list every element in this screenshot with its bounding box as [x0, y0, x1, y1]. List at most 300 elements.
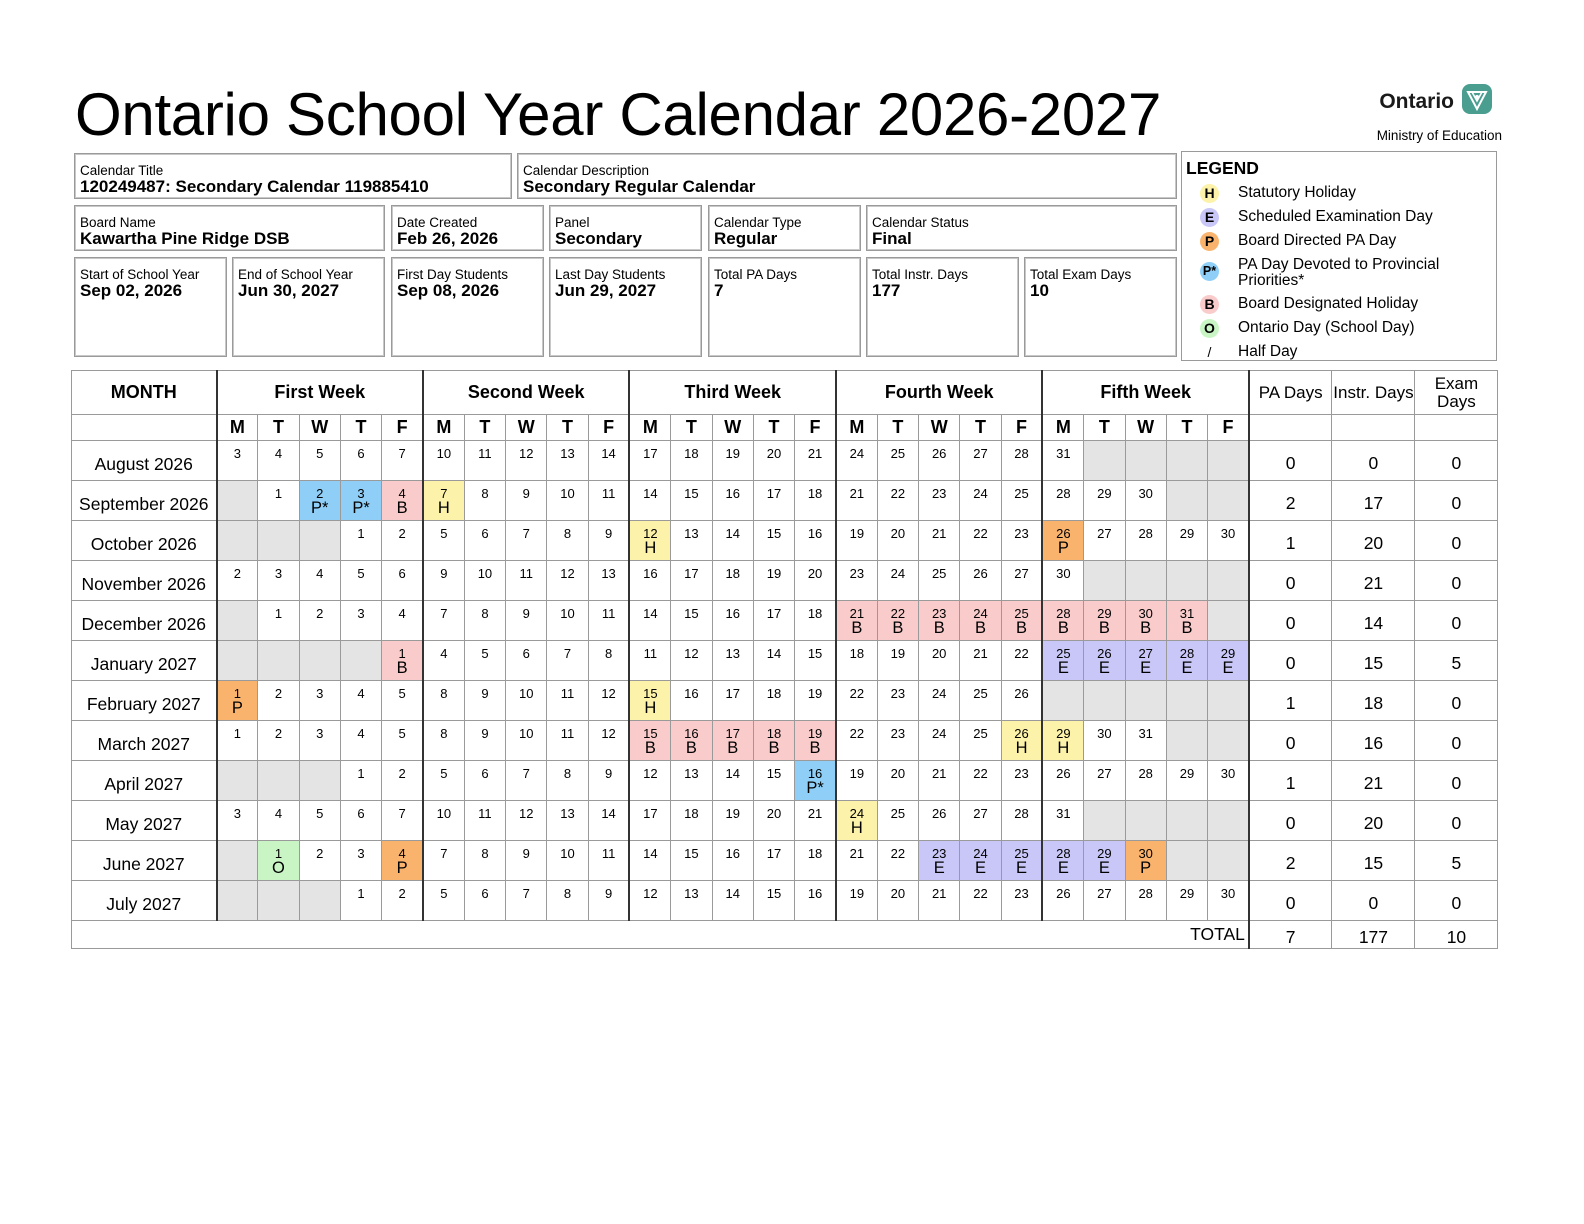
- day-number: 10: [560, 846, 575, 861]
- day-cell: [877, 721, 918, 761]
- day-cell: [919, 521, 960, 561]
- day-cell: [671, 721, 712, 761]
- day-cell: [629, 441, 670, 481]
- legend-label: Board Designated Holiday: [1238, 295, 1419, 312]
- day-cell: [217, 561, 258, 601]
- day-number: 16: [684, 686, 699, 701]
- day-number: 31: [1179, 606, 1195, 621]
- day-number: 14: [601, 446, 616, 461]
- day-number: 26: [931, 446, 947, 461]
- start-year-box: [74, 257, 227, 357]
- day-cell: [960, 841, 1001, 881]
- empty-day-cell: [1208, 561, 1249, 601]
- total-pa-box: [708, 257, 861, 357]
- day-number: 15: [766, 886, 782, 901]
- day-cell: [217, 681, 258, 721]
- day-cell: [671, 641, 712, 681]
- day-cell: [506, 801, 547, 841]
- day-number: 23: [890, 726, 906, 741]
- day-cell: [712, 441, 753, 481]
- day-cell: [919, 441, 960, 481]
- day-number: 29: [1179, 886, 1195, 901]
- field-label: First Day Students: [397, 267, 509, 282]
- day-cell: [382, 601, 423, 641]
- exam-days-value: 0: [1415, 681, 1498, 721]
- day-number: 2: [233, 566, 242, 581]
- empty-day-cell: [1166, 841, 1207, 881]
- day-code: E: [1222, 659, 1234, 677]
- summary-header-blank: [1332, 415, 1415, 441]
- day-cell: [919, 801, 960, 841]
- empty-day-cell: [1084, 561, 1125, 601]
- empty-day-cell: [217, 481, 258, 521]
- day-number: 1: [357, 526, 365, 541]
- pa-days-value: 0: [1249, 441, 1332, 481]
- day-number: 9: [440, 566, 448, 581]
- day-cell: [960, 521, 1001, 561]
- empty-day-cell: [340, 641, 381, 681]
- day-cell: [836, 841, 877, 881]
- day-cell: [382, 441, 423, 481]
- day-number: 26: [931, 806, 947, 821]
- day-number: 15: [684, 846, 699, 861]
- empty-day-cell: [299, 881, 340, 921]
- day-code: H: [1057, 739, 1070, 757]
- day-cell: [464, 881, 505, 921]
- day-number: 28: [1014, 806, 1029, 821]
- day-number: 20: [931, 646, 947, 661]
- day-number: 1: [274, 606, 283, 621]
- day-cell: [1001, 561, 1042, 601]
- day-cell: [753, 801, 794, 841]
- day-number: 28: [1138, 886, 1153, 901]
- day-cell: [588, 601, 629, 641]
- legend-code-p-star: P*: [1200, 262, 1219, 281]
- field-label: Total Exam Days: [1030, 267, 1132, 282]
- day-cell: [1208, 521, 1249, 561]
- day-cell: [836, 561, 877, 601]
- day-cell: [919, 681, 960, 721]
- empty-day-cell: [1208, 721, 1249, 761]
- day-cell: [464, 561, 505, 601]
- day-cell: [464, 641, 505, 681]
- legend-code-o: O: [1200, 319, 1219, 338]
- day-number: 20: [890, 526, 906, 541]
- day-number: 7: [522, 766, 530, 781]
- field-label: Panel: [555, 215, 590, 230]
- day-cell: [547, 641, 588, 681]
- day-cell: [506, 881, 547, 921]
- day-cell: [1042, 561, 1083, 601]
- legend-code-e: E: [1200, 208, 1219, 227]
- day-number: 13: [684, 886, 699, 901]
- page-title: Ontario School Year Calendar 2026-2027: [75, 81, 1162, 148]
- day-number: 11: [601, 486, 616, 501]
- instr-days-value: 18: [1332, 681, 1415, 721]
- day-cell: [795, 721, 836, 761]
- month-row: [72, 561, 1498, 601]
- day-number: 5: [440, 766, 448, 781]
- day-number: 4: [357, 726, 365, 741]
- empty-day-cell: [1166, 481, 1207, 521]
- day-number: 21: [849, 486, 865, 501]
- day-number: 26: [1014, 686, 1029, 701]
- day-number: 18: [807, 606, 823, 621]
- day-cell: [382, 641, 423, 681]
- day-cell: [588, 801, 629, 841]
- day-cell: [588, 761, 629, 801]
- day-cell: [795, 561, 836, 601]
- day-number: 6: [481, 886, 489, 901]
- empty-day-cell: [217, 521, 258, 561]
- weekday-header: M: [423, 415, 464, 441]
- day-cell: [464, 521, 505, 561]
- day-number: 14: [766, 646, 782, 661]
- day-number: 7: [398, 446, 406, 461]
- day-cell: [795, 441, 836, 481]
- day-cell: [299, 801, 340, 841]
- day-number: 4: [357, 686, 365, 701]
- day-number: 2: [316, 846, 324, 861]
- legend-item-half-day: [1182, 343, 1492, 365]
- day-cell: [258, 441, 299, 481]
- day-number: 17: [725, 686, 740, 701]
- day-number: 6: [357, 446, 365, 461]
- day-number: 22: [890, 846, 906, 861]
- day-number: 29: [1097, 846, 1112, 861]
- day-number: 13: [684, 766, 699, 781]
- instr-days-value: 17: [1332, 481, 1415, 521]
- field-value: Regular: [714, 229, 778, 248]
- day-number: 8: [440, 726, 448, 741]
- day-number: 24: [931, 726, 947, 741]
- day-number: 21: [849, 846, 865, 861]
- day-cell: [382, 561, 423, 601]
- day-cell: [423, 881, 464, 921]
- day-number: 2: [398, 766, 406, 781]
- day-cell: [1125, 641, 1166, 681]
- day-number: 30: [1220, 886, 1236, 901]
- day-cell: [299, 841, 340, 881]
- day-cell: [299, 481, 340, 521]
- day-cell: [258, 481, 299, 521]
- day-code: E: [1057, 859, 1069, 877]
- day-number: 14: [725, 526, 740, 541]
- day-cell: [836, 721, 877, 761]
- instr-days-value: 15: [1332, 841, 1415, 881]
- day-number: 23: [1014, 886, 1029, 901]
- day-cell: [753, 481, 794, 521]
- empty-day-cell: [1084, 801, 1125, 841]
- day-cell: [588, 681, 629, 721]
- day-number: 29: [1097, 486, 1112, 501]
- instr-days-value: 21: [1332, 561, 1415, 601]
- day-number: 23: [931, 606, 947, 621]
- day-cell: [1001, 601, 1042, 641]
- day-number: 12: [518, 446, 534, 461]
- day-cell: [1084, 881, 1125, 921]
- day-code: B: [1016, 619, 1028, 637]
- day-code: E: [1181, 659, 1193, 677]
- pa-days-value: 0: [1249, 561, 1332, 601]
- day-cell: [1166, 601, 1207, 641]
- first-day-box: [391, 257, 544, 357]
- day-cell: [795, 521, 836, 561]
- day-cell: [877, 881, 918, 921]
- day-cell: [1042, 481, 1083, 521]
- day-number: 12: [601, 726, 616, 741]
- day-cell: [753, 761, 794, 801]
- day-code: P: [1057, 539, 1069, 557]
- exam-days-value: 0: [1415, 561, 1498, 601]
- weekday-header: W: [1125, 415, 1166, 441]
- day-cell: [423, 521, 464, 561]
- day-number: 13: [560, 446, 575, 461]
- day-number: 3: [316, 726, 324, 741]
- day-cell: [547, 721, 588, 761]
- day-number: 10: [518, 726, 534, 741]
- instr-days-value: 0: [1332, 881, 1415, 921]
- day-cell: [629, 841, 670, 881]
- day-cell: [795, 761, 836, 801]
- day-cell: [506, 481, 547, 521]
- month-row: [72, 481, 1498, 521]
- trillium-icon: [1462, 84, 1492, 114]
- day-code: B: [396, 499, 408, 517]
- day-number: 19: [849, 526, 865, 541]
- day-number: 10: [560, 606, 575, 621]
- day-number: 28: [1138, 526, 1153, 541]
- day-number: 7: [563, 646, 572, 661]
- weekday-header: W: [919, 415, 960, 441]
- month-name: June 2027: [72, 841, 217, 881]
- day-number: 14: [643, 846, 658, 861]
- totals-row: [72, 921, 1498, 949]
- instr-days-value: 0: [1332, 441, 1415, 481]
- day-code: B: [974, 619, 986, 637]
- exam-days-value: 5: [1415, 641, 1498, 681]
- day-number: 20: [766, 446, 782, 461]
- day-number: 17: [766, 486, 782, 501]
- day-cell: [340, 481, 381, 521]
- empty-day-cell: [1166, 561, 1207, 601]
- day-cell: [629, 801, 670, 841]
- empty-day-cell: [217, 841, 258, 881]
- day-number: 27: [1138, 646, 1153, 661]
- day-number: 2: [316, 486, 324, 501]
- exam-days-value: 5: [1415, 841, 1498, 881]
- month-name: September 2026: [72, 481, 217, 521]
- day-number: 27: [973, 446, 988, 461]
- day-cell: [629, 481, 670, 521]
- day-code: E: [1140, 659, 1152, 677]
- field-value: Secondary: [555, 229, 642, 248]
- day-cell: [464, 441, 505, 481]
- day-cell: [960, 641, 1001, 681]
- month-header-blank: [72, 415, 217, 441]
- day-number: 23: [1014, 526, 1029, 541]
- day-number: 1: [233, 726, 242, 741]
- weekday-header: M: [1042, 415, 1083, 441]
- day-number: 8: [481, 606, 489, 621]
- day-number: 10: [518, 686, 534, 701]
- day-cell: [1084, 601, 1125, 641]
- day-cell: [258, 561, 299, 601]
- day-number: 3: [357, 846, 365, 861]
- day-cell: [506, 441, 547, 481]
- day-number: 4: [316, 566, 324, 581]
- legend-label: Statutory Holiday: [1238, 184, 1357, 201]
- day-cell: [506, 761, 547, 801]
- legend-item-provincial-pa-day: [1182, 256, 1492, 290]
- day-cell: [506, 681, 547, 721]
- day-code: E: [933, 859, 945, 877]
- day-cell: [340, 881, 381, 921]
- day-cell: [836, 881, 877, 921]
- day-cell: [588, 721, 629, 761]
- day-number: 1: [357, 886, 365, 901]
- day-number: 2: [398, 886, 406, 901]
- day-number: 15: [766, 526, 782, 541]
- day-cell: [877, 481, 918, 521]
- day-number: 25: [890, 806, 906, 821]
- day-number: 25: [1014, 486, 1029, 501]
- day-cell: [753, 841, 794, 881]
- day-number: 10: [477, 566, 493, 581]
- day-number: 22: [849, 686, 865, 701]
- day-number: 10: [436, 446, 452, 461]
- day-number: 30: [1138, 486, 1153, 501]
- day-cell: [671, 801, 712, 841]
- day-cell: [258, 601, 299, 641]
- day-number: 14: [643, 486, 658, 501]
- day-number: 21: [931, 886, 947, 901]
- total-exam-box: [1024, 257, 1177, 357]
- day-number: 7: [440, 486, 448, 501]
- day-code: B: [1057, 619, 1069, 637]
- day-code: B: [1181, 619, 1193, 637]
- day-cell: [217, 801, 258, 841]
- day-number: 8: [481, 486, 489, 501]
- day-cell: [712, 681, 753, 721]
- day-number: 20: [766, 806, 782, 821]
- day-cell: [712, 601, 753, 641]
- pa-days-value: 2: [1249, 841, 1332, 881]
- day-cell: [1042, 601, 1083, 641]
- legend-item-statutory-holiday: [1182, 184, 1492, 206]
- day-code: E: [1057, 659, 1069, 677]
- day-number: 3: [274, 566, 283, 581]
- day-code: B: [892, 619, 904, 637]
- field-label: Board Name: [80, 215, 156, 230]
- day-cell: [547, 521, 588, 561]
- empty-day-cell: [1042, 681, 1083, 721]
- day-number: 28: [1014, 446, 1029, 461]
- day-number: 13: [725, 646, 740, 661]
- legend-code-b: B: [1200, 295, 1219, 314]
- day-cell: [340, 601, 381, 641]
- ontario-logo: [1342, 84, 1502, 148]
- empty-day-cell: [1208, 841, 1249, 881]
- day-cell: [588, 481, 629, 521]
- day-cell: [1166, 521, 1207, 561]
- day-number: 6: [481, 766, 489, 781]
- day-cell: [836, 481, 877, 521]
- week-header: Fifth Week: [1042, 371, 1248, 415]
- day-number: 17: [725, 726, 740, 741]
- week-header: Fourth Week: [836, 371, 1042, 415]
- day-cell: [1084, 521, 1125, 561]
- day-number: 29: [1220, 646, 1236, 661]
- day-number: 2: [316, 606, 324, 621]
- day-number: 9: [522, 486, 530, 501]
- weekday-header: M: [217, 415, 258, 441]
- day-cell: [1001, 721, 1042, 761]
- day-cell: [340, 761, 381, 801]
- day-cell: [1084, 481, 1125, 521]
- field-label: Start of School Year: [80, 267, 200, 282]
- day-cell: [712, 521, 753, 561]
- month-row: [72, 441, 1498, 481]
- day-cell: [753, 441, 794, 481]
- day-number: 22: [973, 766, 988, 781]
- day-cell: [506, 841, 547, 881]
- day-code: B: [768, 739, 780, 757]
- field-value: Sep 08, 2026: [397, 281, 500, 300]
- day-code: B: [851, 619, 863, 637]
- day-number: 12: [643, 766, 658, 781]
- day-cell: [877, 521, 918, 561]
- day-cell: [547, 761, 588, 801]
- day-number: 24: [973, 606, 988, 621]
- day-code: B: [685, 739, 697, 757]
- day-number: 19: [807, 686, 823, 701]
- day-cell: [712, 841, 753, 881]
- day-cell: [340, 801, 381, 841]
- day-number: 16: [807, 886, 823, 901]
- day-cell: [629, 641, 670, 681]
- day-cell: [506, 561, 547, 601]
- day-cell: [423, 641, 464, 681]
- day-cell: [340, 681, 381, 721]
- total-instr-box: [866, 257, 1019, 357]
- day-cell: [795, 881, 836, 921]
- day-number: 21: [807, 806, 823, 821]
- day-number: 26: [1056, 526, 1071, 541]
- instr-days-header: Instr. Days: [1332, 371, 1415, 415]
- day-number: 3: [233, 446, 242, 461]
- day-number: 24: [973, 846, 988, 861]
- day-cell: [1084, 761, 1125, 801]
- day-number: 3: [316, 686, 324, 701]
- field-label: Calendar Status: [872, 215, 969, 230]
- pa-days-value: 0: [1249, 721, 1332, 761]
- day-number: 8: [604, 646, 613, 661]
- day-cell: [919, 761, 960, 801]
- legend-label: Board Directed PA Day: [1238, 232, 1397, 249]
- day-cell: [258, 801, 299, 841]
- legend-label: Scheduled Examination Day: [1238, 208, 1433, 225]
- day-number: 4: [440, 646, 448, 661]
- day-cell: [671, 521, 712, 561]
- day-number: 23: [849, 566, 865, 581]
- exam-days-value: 0: [1415, 481, 1498, 521]
- day-number: 17: [643, 446, 658, 461]
- day-cell: [423, 561, 464, 601]
- day-number: 19: [849, 766, 865, 781]
- day-number: 9: [481, 726, 489, 741]
- day-number: 16: [684, 726, 699, 741]
